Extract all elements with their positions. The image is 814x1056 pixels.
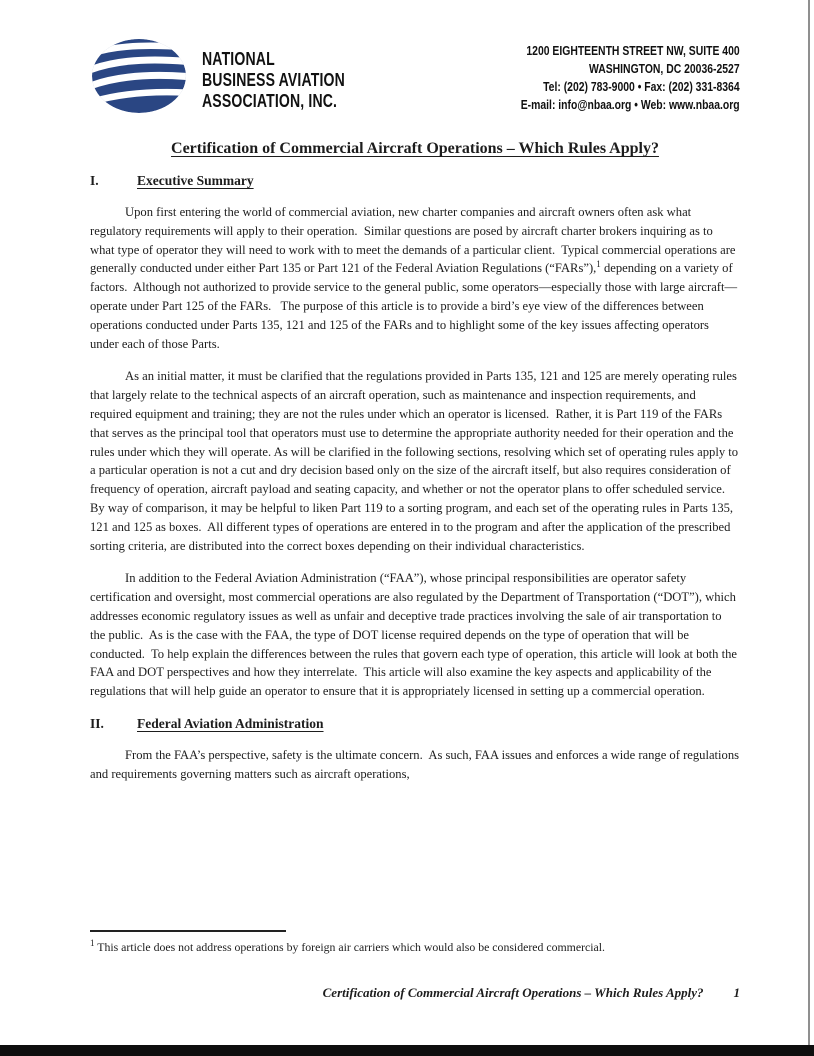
footnote-marker: 1 (90, 938, 95, 949)
org-name-line: ASSOCIATION, INC. (202, 90, 338, 111)
section-heading-2 (90, 716, 740, 732)
org-name (202, 48, 345, 111)
paragraph-4: From the FAA’s perspective, safety is the ultimate concern. As such, FAA issues and enforces a wide range of regulations and requirements governing matters such as aircraft operations, (90, 747, 743, 781)
footer-page-number: 1 (733, 985, 740, 1000)
org-name-line: BUSINESS AVIATION (202, 69, 345, 90)
letterhead (90, 38, 740, 114)
nbaa-globe-logo (90, 38, 188, 114)
section-title: Federal Aviation Administration (137, 715, 324, 731)
address-line: E-mail: info@nbaa.org • Web: www.nbaa.org (521, 97, 740, 112)
paragraph-2: As an initial matter, it must be clarified that the regulations provided in Parts 135, 121 and 125 are merely operating rules that largely relate to the technical aspects of an aircraft operation, such as maintenance and inspection requirements, and required equipment and training; they are not the rules under which an operator is licensed. Rather, it is Part 119 of the FARs that serves as the principal tool that operators must use to determine the appropriate authority needed for their operation and the rules under which they will operate. As will be clarified in the following sections, resolving which set of operating rules apply to a particular operation is not a cut and dry decision based only on the size of the aircraft itself, but also requires consideration of frequency of operation, aircraft payload and seating capacity, and whether or not the operator plans to offer scheduled service. By way of comparison, it may be helpful to liken Part 119 to a sorting program, and each set of the operating rules in Parts 135, 121 and 125 as boxes. All different types of operations are entered in to the program and after the application of the prescribed sorting criteria, are distributed into the correct boxes depending on their individual characteristics. (90, 369, 742, 553)
address-line: 1200 EIGHTEENTH STREET NW, SUITE 400 (526, 43, 740, 58)
paragraph-1 (90, 203, 740, 353)
address-block (521, 42, 740, 114)
section-heading-1 (90, 173, 740, 189)
paragraph-1-text: depending on a variety of factors. Although not authorized to provide service to the general public, some operators—especially those with large aircraft—operate under Part 125 of the FARs. The purpose of this article is to provide a bird’s eye view of the differences between operations conducted under Parts 135, 121 and 125 of the FARs and to highlight some of the key issues affecting operators under each of those Parts. (90, 261, 738, 351)
document-title (90, 140, 740, 158)
page-edge-line (808, 0, 810, 1045)
document-title-text: Certification of Commercial Aircraft Operations – Which Rules Apply? (171, 140, 659, 157)
section-title: Executive Summary (137, 173, 254, 188)
footer-running-title: Certification of Commercial Aircraft Operations – Which Rules Apply? (322, 985, 704, 1000)
address-line: WASHINGTON, DC 20036-2527 (589, 61, 740, 76)
paragraph-1-text: Upon first entering the world of commercial aviation, new charter companies and aircraft owners often ask what regulatory requirements will apply to their operation. Similar questions are posed by aircraft charter brokers inquiring as to what type of operator they will need to work with to meet the demands of a particular client. Typical commercial operations are generally conducted under either Part 135 or Part 121 of the Federal Aviation Regulations (“FARs”), (90, 205, 739, 276)
footnote-text-line (90, 939, 740, 955)
footnote-text: This article does not address operations by foreign air carriers which would also be considered commercial. (94, 940, 605, 954)
nbaa-brand (90, 38, 390, 114)
org-name-line: NATIONAL (202, 48, 275, 69)
document-page-content (90, 38, 743, 784)
address-line: Tel: (202) 783-9000 • Fax: (202) 331-8364 (543, 79, 740, 94)
footnote-separator (90, 930, 286, 932)
section-number: II. (90, 715, 104, 731)
footnote (90, 930, 740, 955)
section-number: I. (90, 173, 99, 188)
page-footer (90, 985, 740, 1001)
viewer-bottom-bar (0, 1045, 814, 1056)
footnote-reference: 1 (596, 259, 601, 270)
paragraph-3: In addition to the Federal Aviation Administration (“FAA”), whose principal responsibilities are operator safety certification and oversight, most commercial operations are also regulated by the Department of Transportation (“DOT”), which addresses economic regulatory issues as well as unfair and deceptive trade practices involving the sale of air transportation to the public. As is the case with the FAA, the type of DOT license required depends on the type of operation that will be conducted. To help explain the differences between the rules that govern each type of operation, this article will look at both the FAA and DOT perspectives and how they interrelate. This article will also examine the key aspects and applicability of the regulations that will help guide an operator to ensure that it is appropriately licensed in setting up a commercial operation. (90, 571, 741, 699)
